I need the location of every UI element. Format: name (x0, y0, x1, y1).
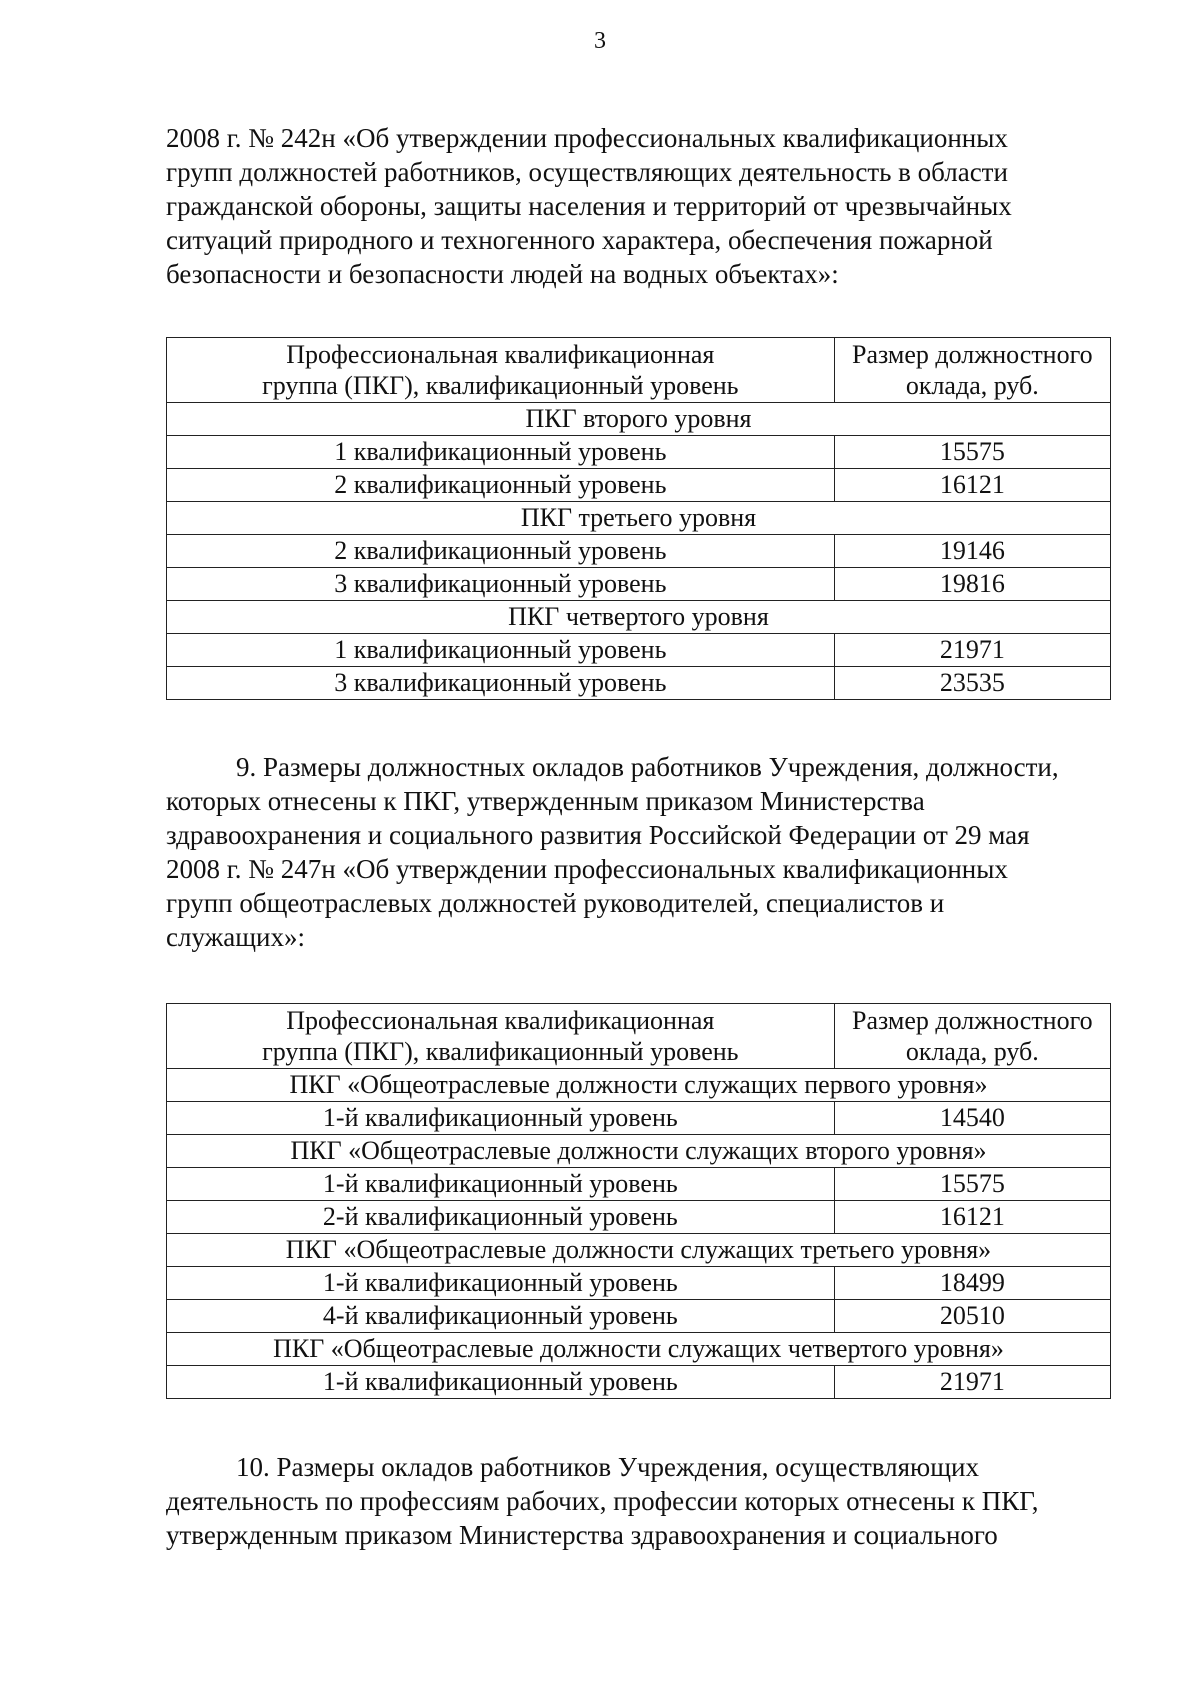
paragraph-line: утвержденным приказом Министерства здравоохранения и социального (166, 1520, 998, 1550)
level-cell: 1-й квалификационный уровень (167, 1168, 835, 1201)
salary-cell: 20510 (834, 1300, 1110, 1333)
level-cell: 1-й квалификационный уровень (167, 1102, 835, 1135)
header-text: оклада, руб. (905, 1037, 1039, 1066)
header-salary-column (834, 1004, 1110, 1069)
group-row (167, 1135, 1111, 1168)
header-text: Профессиональная квалификационная (286, 340, 715, 369)
level-cell: 1 квалификационный уровень (167, 634, 835, 667)
group-row (167, 1234, 1111, 1267)
level-cell: 1-й квалификационный уровень (167, 1267, 835, 1300)
paragraph-line: которых отнесены к ПКГ, утвержденным приказом Министерства (166, 786, 925, 816)
table-row (167, 568, 1111, 601)
paragraph-line: здравоохранения и социального развития Российской Федерации от 29 мая (166, 820, 1030, 850)
header-pkg-column (167, 338, 835, 403)
paragraph-item-9 (166, 750, 1111, 954)
paragraph-line: ситуаций природного и техногенного характера, обеспечения пожарной (166, 225, 993, 255)
group-title: ПКГ «Общеотраслевые должности служащих второго уровня» (167, 1135, 1111, 1168)
salary-cell: 16121 (834, 469, 1110, 502)
salary-cell: 14540 (834, 1102, 1110, 1135)
header-salary-column (834, 338, 1110, 403)
salary-table-general-positions (166, 1003, 1111, 1399)
paragraph-line: деятельность по профессиям рабочих, профессии которых отнесены к ПКГ, (166, 1486, 1039, 1516)
group-row (167, 1069, 1111, 1102)
salary-cell: 21971 (834, 634, 1110, 667)
paragraph-line: групп должностей работников, осуществляющих деятельность в области (166, 157, 1008, 187)
header-text: группа (ПКГ), квалификационный уровень (262, 1037, 739, 1066)
page-number: 3 (594, 28, 606, 54)
table-row (167, 634, 1111, 667)
header-text: Профессиональная квалификационная (286, 1006, 715, 1035)
salary-cell: 18499 (834, 1267, 1110, 1300)
header-text: Размер должностного (852, 340, 1093, 369)
paragraph-line: 10. Размеры окладов работников Учреждения, осуществляющих (236, 1452, 979, 1482)
table-row (167, 1366, 1111, 1399)
paragraph-line: групп общеотраслевых должностей руководителей, специалистов и (166, 888, 945, 918)
table-header-row (167, 338, 1111, 403)
level-cell: 1 квалификационный уровень (167, 436, 835, 469)
group-row (167, 403, 1111, 436)
group-title: ПКГ «Общеотраслевые должности служащих четвертого уровня» (167, 1333, 1111, 1366)
header-text: группа (ПКГ), квалификационный уровень (262, 371, 739, 400)
table-row (167, 535, 1111, 568)
group-row (167, 502, 1111, 535)
table-row (167, 436, 1111, 469)
paragraph-line: 9. Размеры должностных окладов работников Учреждения, должности, (236, 752, 1059, 782)
table-row (167, 1168, 1111, 1201)
paragraph-line: 2008 г. № 242н «Об утверждении профессиональных квалификационных (166, 123, 1008, 153)
paragraph-order-242n (166, 121, 1111, 291)
salary-table-civil-defense (166, 337, 1111, 700)
paragraph-line: гражданской обороны, защиты населения и территорий от чрезвычайных (166, 191, 1012, 221)
salary-cell: 15575 (834, 1168, 1110, 1201)
salary-cell: 21971 (834, 1366, 1110, 1399)
level-cell: 2 квалификационный уровень (167, 535, 835, 568)
group-row (167, 601, 1111, 634)
paragraph-line: служащих»: (166, 922, 305, 952)
table-row (167, 1300, 1111, 1333)
header-text: оклада, руб. (905, 371, 1039, 400)
group-title: ПКГ третьего уровня (167, 502, 1111, 535)
group-title: ПКГ «Общеотраслевые должности служащих первого уровня» (167, 1069, 1111, 1102)
group-title: ПКГ четвертого уровня (167, 601, 1111, 634)
salary-cell: 19816 (834, 568, 1110, 601)
level-cell: 1-й квалификационный уровень (167, 1366, 835, 1399)
level-cell: 2 квалификационный уровень (167, 469, 835, 502)
level-cell: 4-й квалификационный уровень (167, 1300, 835, 1333)
table-row (167, 1201, 1111, 1234)
group-row (167, 1333, 1111, 1366)
level-cell: 3 квалификационный уровень (167, 568, 835, 601)
group-title: ПКГ «Общеотраслевые должности служащих третьего уровня» (167, 1234, 1111, 1267)
group-title: ПКГ второго уровня (167, 403, 1111, 436)
table-row (167, 469, 1111, 502)
paragraph-item-10 (166, 1450, 1111, 1552)
level-cell: 3 квалификационный уровень (167, 667, 835, 700)
salary-cell: 23535 (834, 667, 1110, 700)
table-row (167, 1102, 1111, 1135)
salary-cell: 16121 (834, 1201, 1110, 1234)
header-text: Размер должностного (852, 1006, 1093, 1035)
paragraph-line: безопасности и безопасности людей на водных объектах»: (166, 259, 839, 289)
salary-cell: 15575 (834, 436, 1110, 469)
salary-cell: 19146 (834, 535, 1110, 568)
header-pkg-column (167, 1004, 835, 1069)
table-header-row (167, 1004, 1111, 1069)
paragraph-line: 2008 г. № 247н «Об утверждении профессиональных квалификационных (166, 854, 1008, 884)
table-row (167, 1267, 1111, 1300)
table-row (167, 667, 1111, 700)
level-cell: 2-й квалификационный уровень (167, 1201, 835, 1234)
